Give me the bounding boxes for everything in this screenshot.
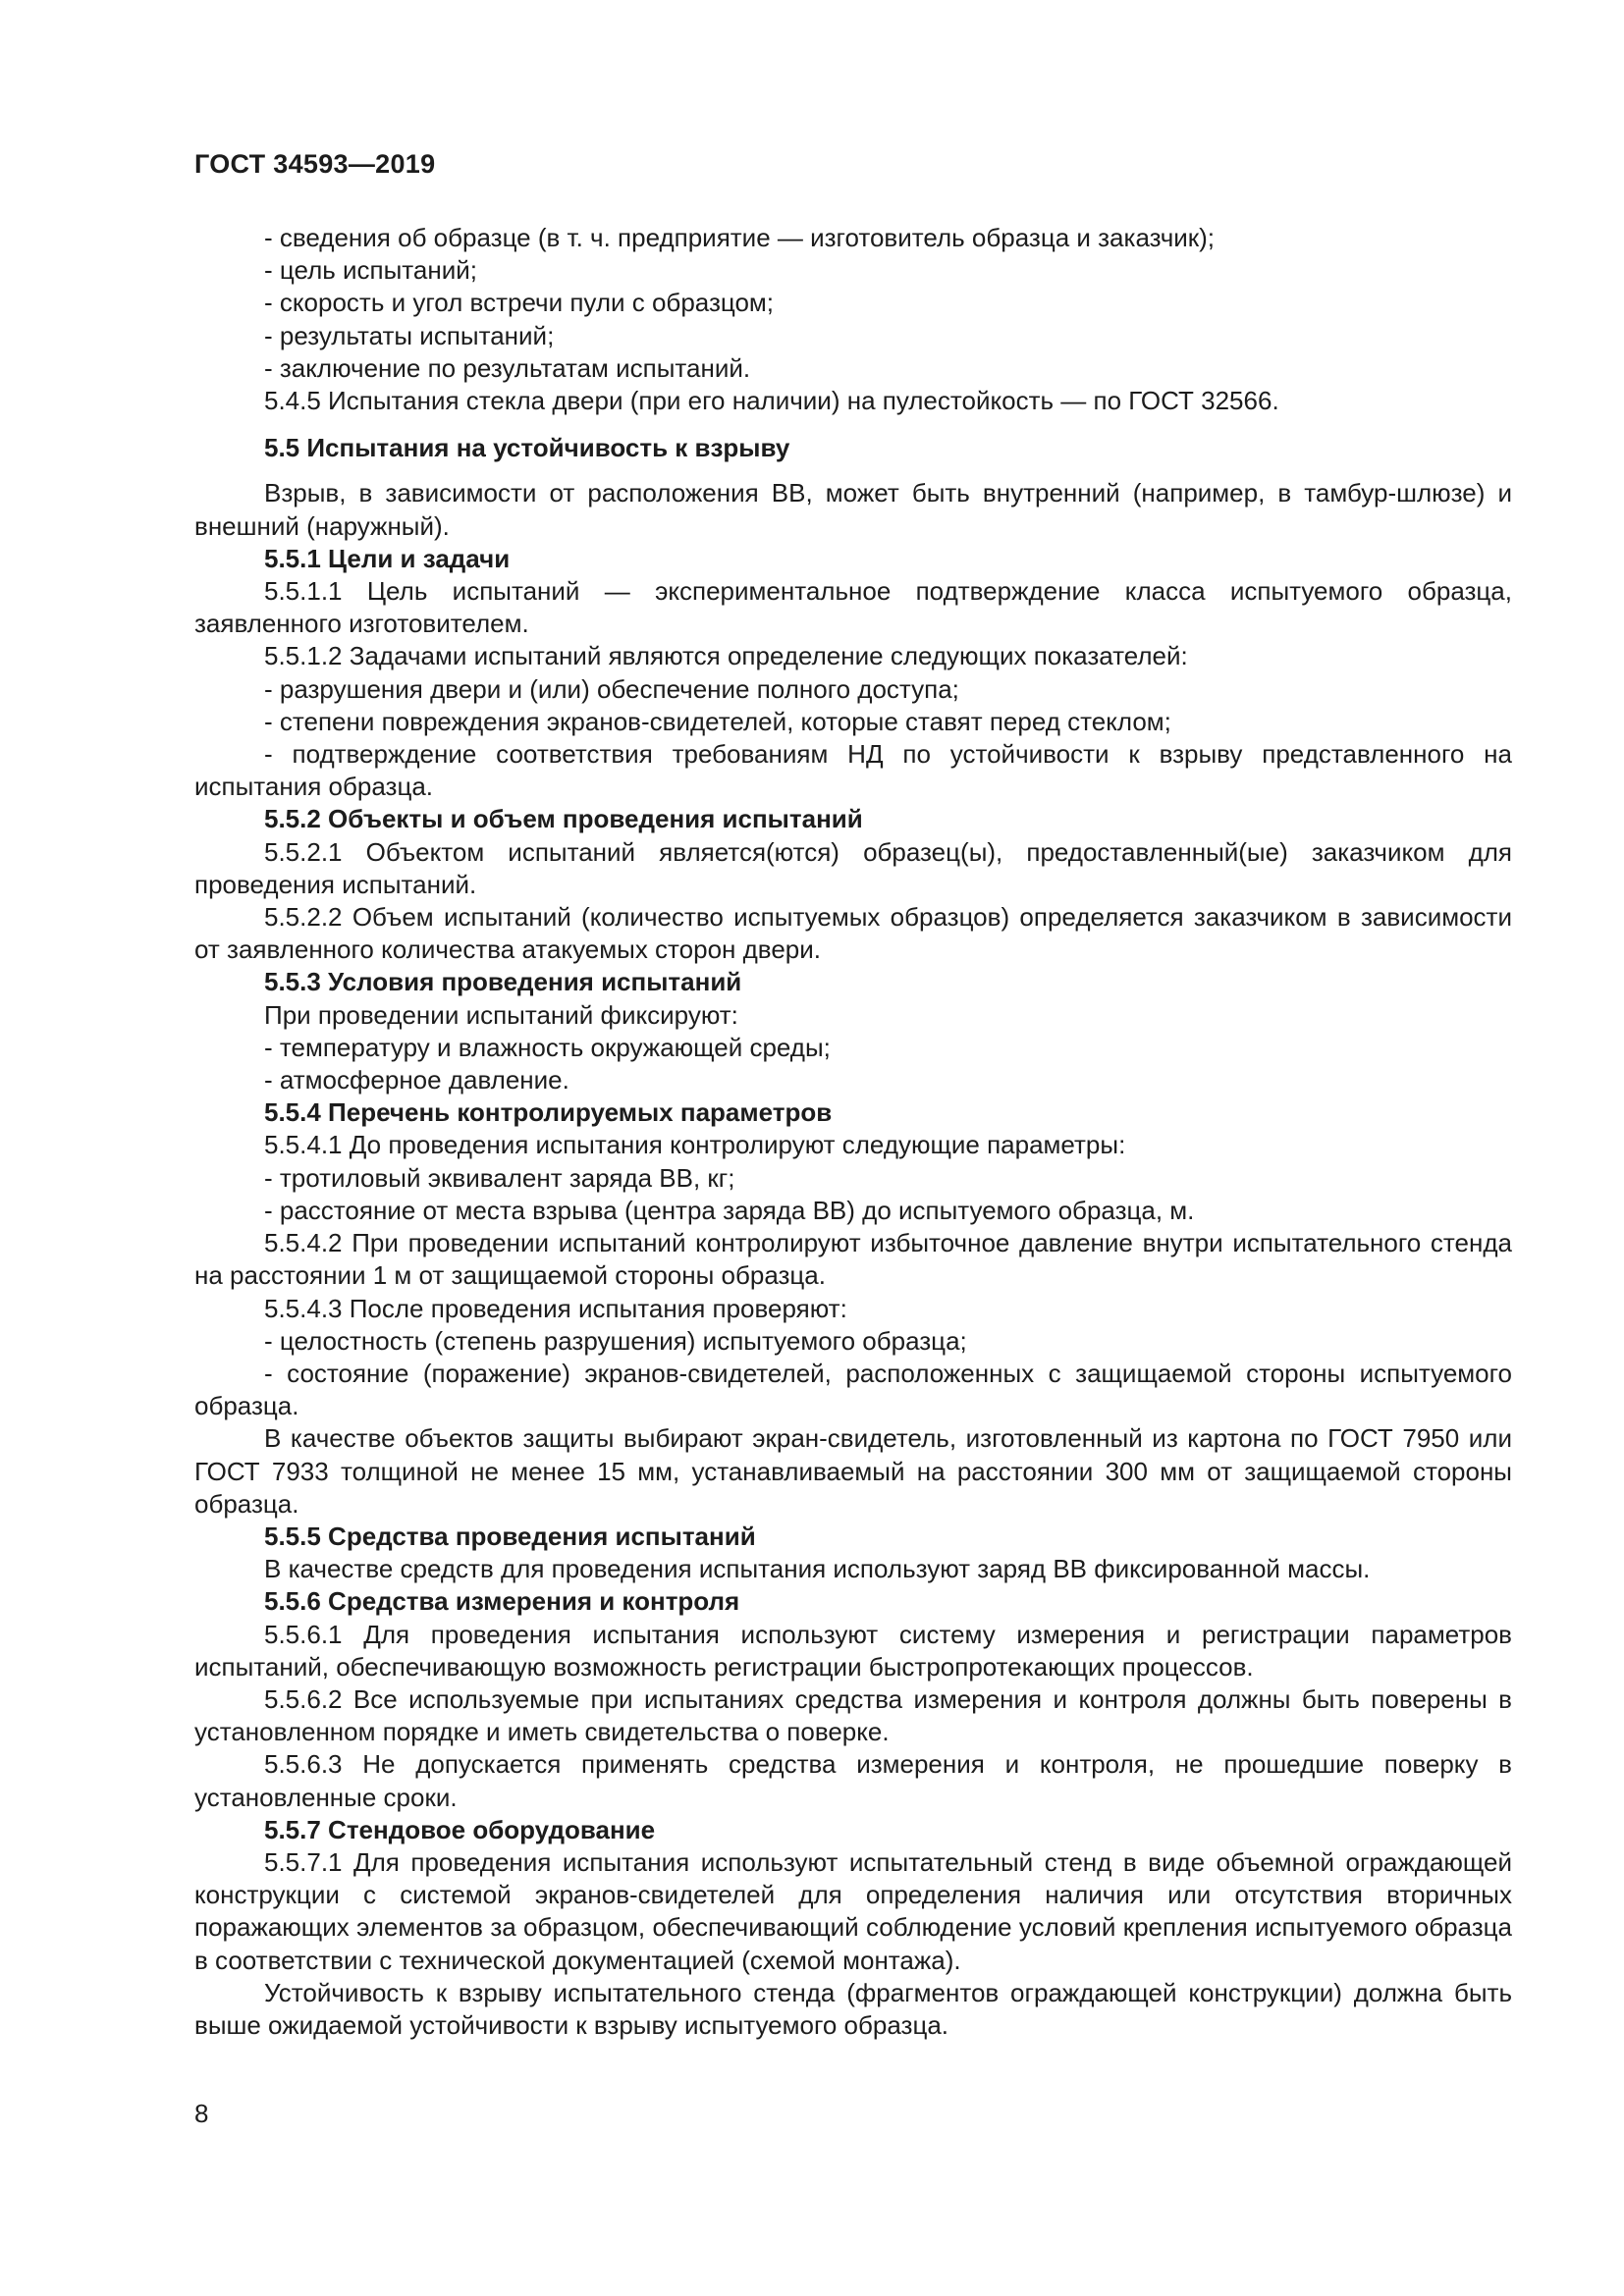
list-item: - результаты испытаний; — [264, 320, 555, 350]
paragraph-witness-screen: В качестве объектов защиты выбирают экран-свидетель, изготовленный из картона по ГОСТ 7950 или ГОСТ 7933 толщиной не менее 15 мм, устанавливаемый на расстоянии 300 мм от защищаемой стороны образца. — [194, 1423, 1512, 1519]
list-item-long: - подтверждение соответствия требованиям НД по устойчивости к взрыву представленного на испытания образца. — [194, 739, 1512, 802]
document-body — [194, 222, 1512, 2042]
paragraph-5-5-2-1: 5.5.2.1 Объектом испытаний является(ются) образец(ы), предоставленный(ые) заказчиком для проведения испытаний. — [194, 836, 1512, 899]
section-heading-5-5-2: 5.5.2 Объекты и объем проведения испытаний — [264, 804, 863, 834]
section-heading-5-5-1: 5.5.1 Цели и задачи — [264, 543, 511, 573]
paragraph-5-5-7-1-b: Устойчивость к взрыву испытательного стенда (фрагментов ограждающей конструкции) должна быть выше ожидаемой устойчивости к взрыву испытуемого образца. — [194, 1977, 1512, 2040]
section-heading-5-5-4: 5.5.4 Перечень контролируемых параметров — [264, 1097, 833, 1128]
paragraph-5-5-6-3: 5.5.6.3 Не допускается применять средства измерения и контроля, не прошедшие поверку в установленные сроки. — [194, 1749, 1512, 1812]
page-number: 8 — [194, 2099, 209, 2128]
section-heading-5-5-5: 5.5.5 Средства проведения испытаний — [264, 1521, 756, 1551]
document-header: ГОСТ 34593—2019 — [194, 149, 436, 179]
list-item: - разрушения двери и (или) обеспечение полного доступа; — [264, 673, 959, 704]
list-item: - атмосферное давление. — [264, 1065, 569, 1095]
list-item: - скорость и угол встречи пули с образцом; — [264, 288, 775, 318]
paragraph-5-5-7-1: 5.5.7.1 Для проведения испытания используют испытательный стенд в виде объемной ограждающей конструкции с системой экранов-свидетелей для определения наличия или отсутствия вторичных поражающих элементов за образцом, обеспечивающий соблюдение условий крепления испытуемого образца в соответствии с технической документацией (схемой монтажа). — [194, 1846, 1512, 1975]
list-item: - целостность (степень разрушения) испытуемого образца; — [264, 1325, 967, 1356]
paragraph-5-5-intro: Взрыв, в зависимости от расположения ВВ, может быть внутренний (например, в тамбур-шлюзе) и внешний (наружный). — [194, 478, 1512, 541]
paragraph-5-5-2-2: 5.5.2.2 Объем испытаний (количество испытуемых образцов) определяется заказчиком в зависимости от заявленного количества атакуемых сторон двери. — [194, 902, 1512, 965]
section-heading-5-5: 5.5 Испытания на устойчивость к взрыву — [264, 433, 790, 463]
list-item: - температуру и влажность окружающей среды; — [264, 1032, 831, 1062]
section-heading-5-5-3: 5.5.3 Условия проведения испытаний — [264, 967, 742, 997]
paragraph-5-5-5: В качестве средств для проведения испытания используют заряд ВВ фиксированной массы. — [264, 1554, 1371, 1584]
list-item: - степени повреждения экранов-свидетелей, которые ставят перед стеклом; — [264, 706, 1171, 736]
paragraph-5-5-4-1: 5.5.4.1 До проведения испытания контролируют следующие параметры: — [264, 1130, 1126, 1160]
paragraph-5-5-1-2: 5.5.1.2 Задачами испытаний являются определение следующих показателей: — [264, 641, 1188, 671]
section-heading-5-5-7: 5.5.7 Стендовое оборудование — [264, 1814, 656, 1844]
list-item: - сведения об образце (в т. ч. предприятие — изготовитель образца и заказчик); — [264, 223, 1216, 252]
list-item: - цель испытаний; — [264, 255, 478, 286]
paragraph-5-5-4-3: 5.5.4.3 После проведения испытания проверяют: — [264, 1293, 847, 1323]
paragraph-5-4-5: 5.4.5 Испытания стекла двери (при его наличии) на пулестойкость — по ГОСТ 32566. — [264, 386, 1279, 416]
list-item: - заключение по результатам испытаний. — [264, 352, 751, 383]
list-item: - расстояние от места взрыва (центра заряда ВВ) до испытуемого образца, м. — [264, 1195, 1195, 1225]
paragraph-5-5-1-1: 5.5.1.1 Цель испытаний — экспериментальное подтверждение класса испытуемого образца, заявленного изготовителем. — [194, 576, 1512, 639]
paragraph-5-5-4-2: 5.5.4.2 При проведении испытаний контролируют избыточное давление внутри испытательного стенда на расстоянии 1 м от защищаемой стороны образца. — [194, 1228, 1512, 1291]
paragraph-5-5-6-2: 5.5.6.2 Все используемые при испытаниях средства измерения и контроля должны быть поверены в установленном порядке и иметь свидетельства о поверке. — [194, 1683, 1512, 1747]
list-item: - тротиловый эквивалент заряда ВВ, кг; — [264, 1162, 735, 1193]
paragraph-5-5-6-1: 5.5.6.1 Для проведения испытания используют систему измерения и регистрации параметров испытаний, обеспечивающую возможность регистрации быстропротекающих процессов. — [194, 1619, 1512, 1682]
list-item-long: - состояние (поражение) экранов-свидетелей, расположенных с защищаемой стороны испытуемого образца. — [194, 1358, 1512, 1421]
paragraph-5-5-3: При проведении испытаний фиксируют: — [264, 999, 738, 1030]
section-heading-5-5-6: 5.5.6 Средства измерения и контроля — [264, 1586, 740, 1617]
